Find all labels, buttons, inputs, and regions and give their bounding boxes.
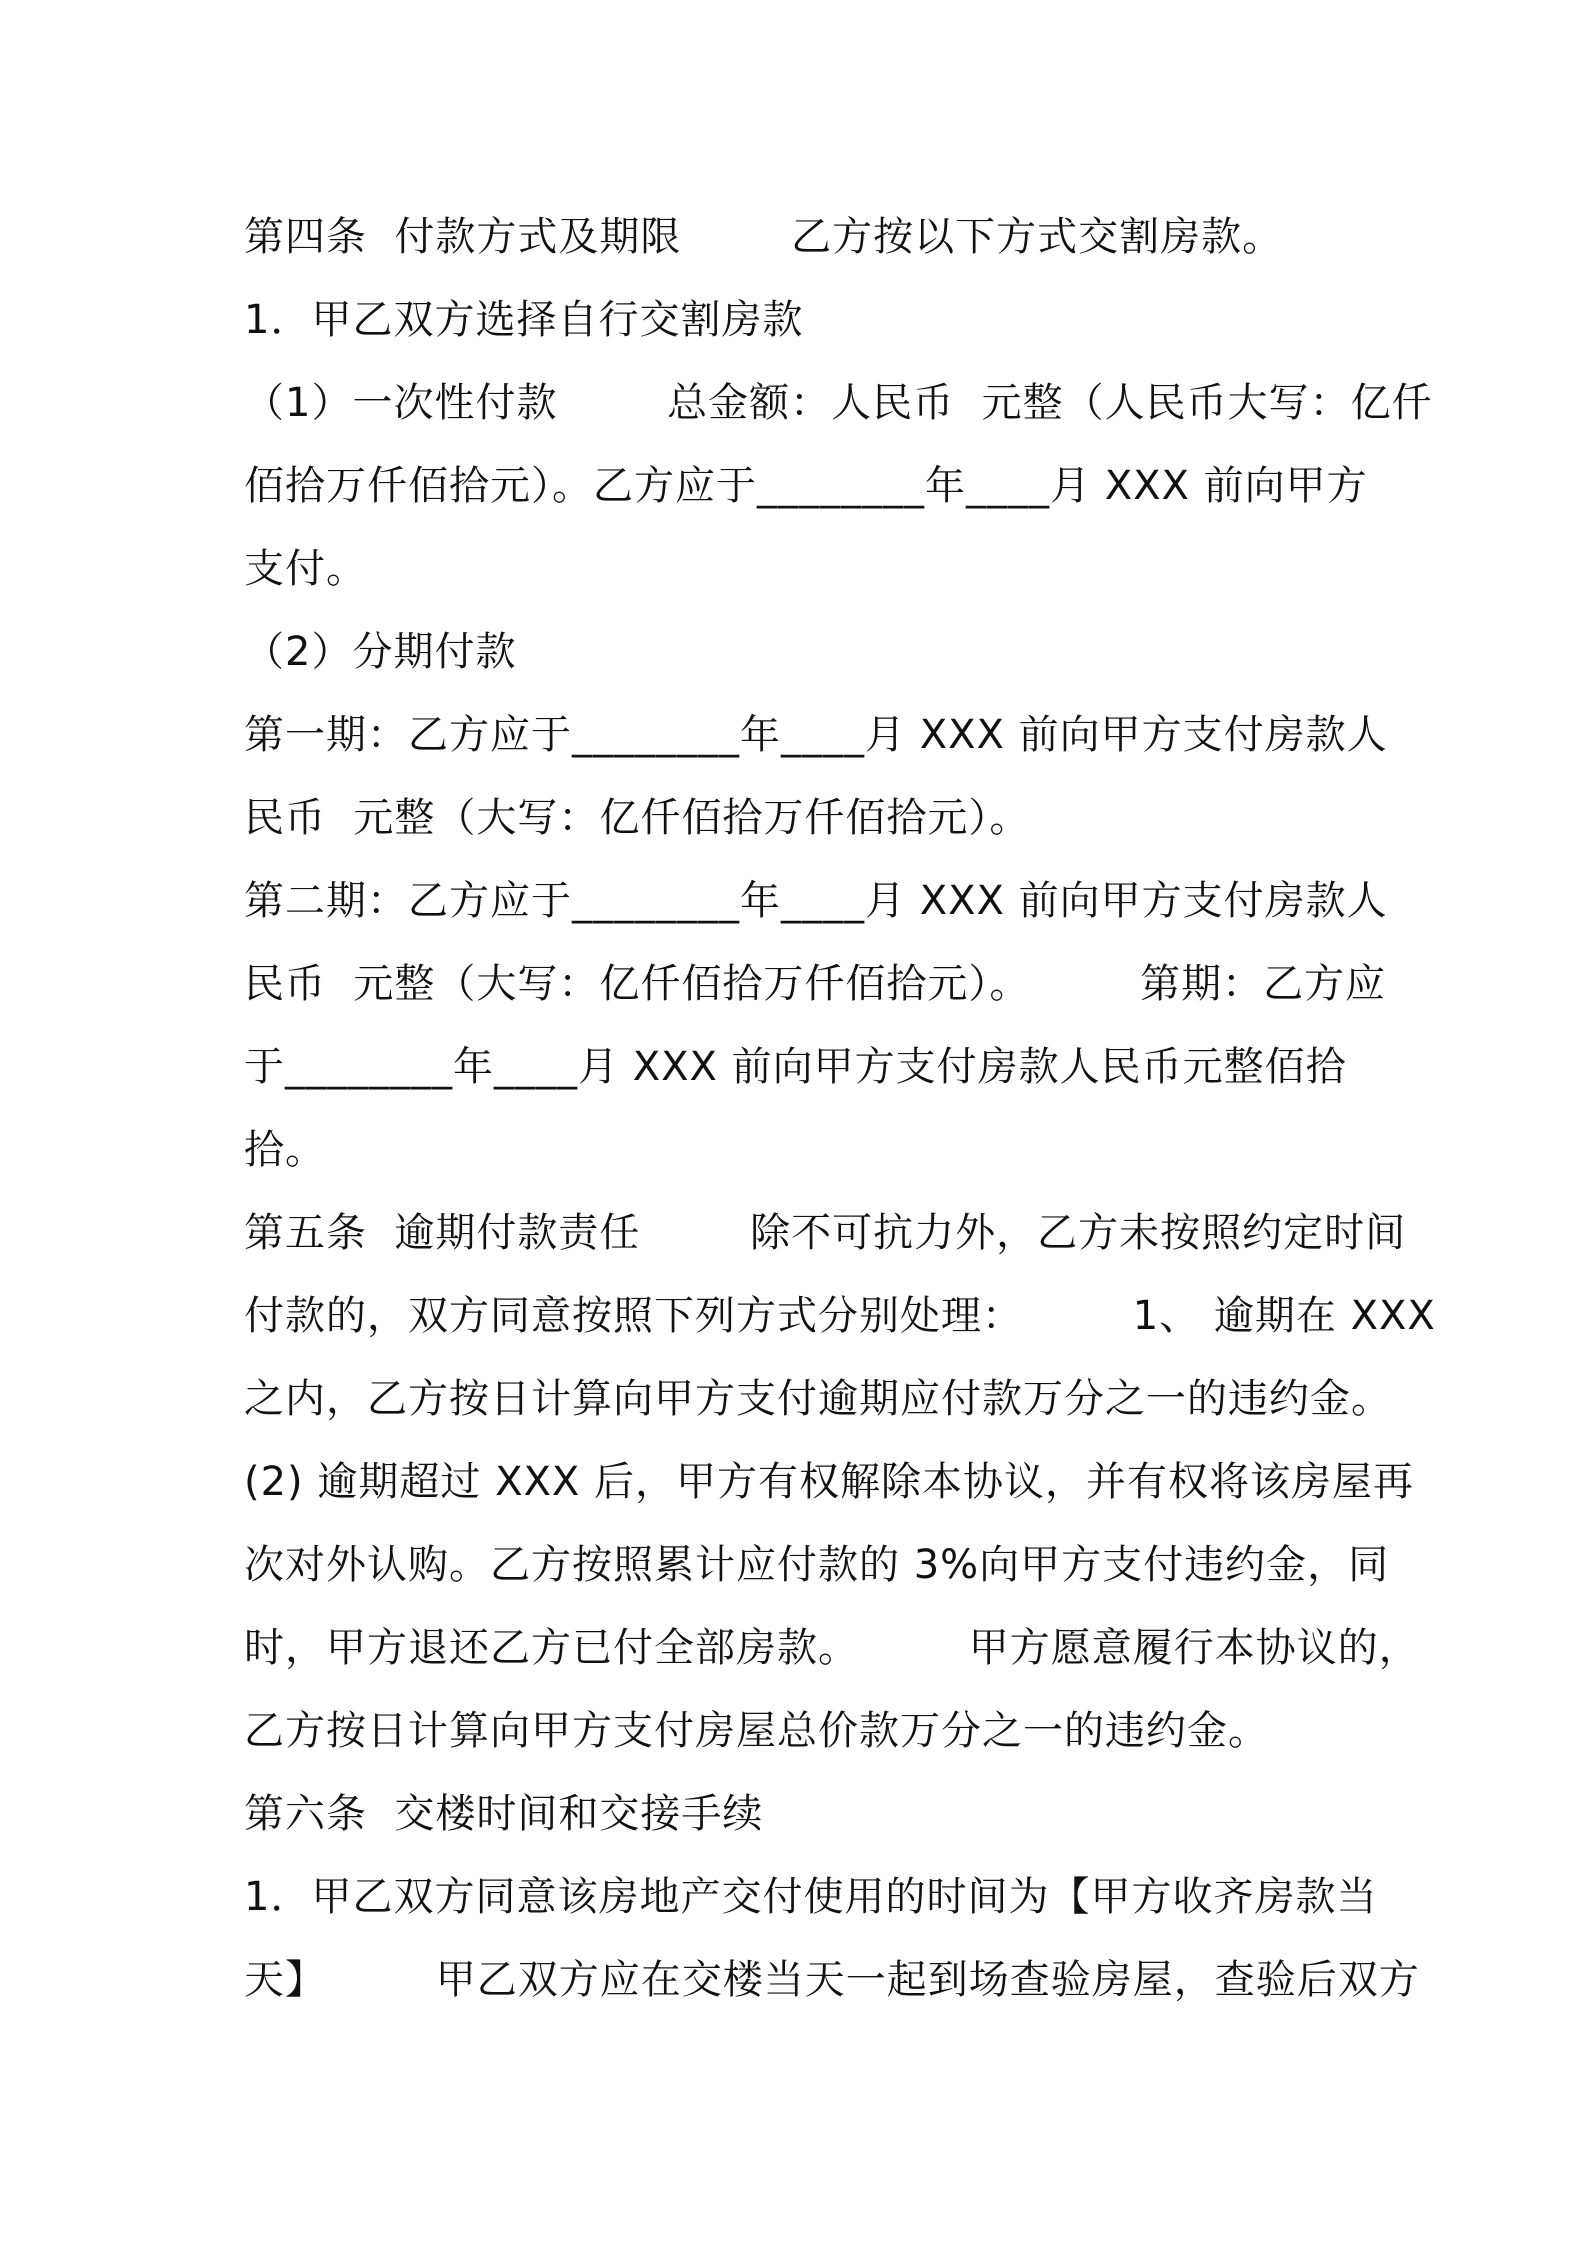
text-line: 第五条 逾期付款责任 除不可抗力外，乙方未按照约定时间 <box>244 1210 1407 1256</box>
text-line: 支付。 <box>244 546 367 592</box>
text-line: 第四条 付款方式及期限 乙方按以下方式交割房款。 <box>244 214 1284 260</box>
text-line: （2）分期付款 <box>244 629 517 675</box>
document-body <box>244 196 1436 2022</box>
text-line: 1．甲乙双方同意该房地产交付使用的时间为【甲方收齐房款当 <box>244 1874 1378 1920</box>
text-line: 民币 元整（大写：亿仟佰拾万仟佰拾元）。 第期：乙方应 <box>244 961 1387 1007</box>
text-line: 于________年____月 XXX 前向甲方支付房款人民币元整佰拾 <box>244 1044 1347 1090</box>
text-line: 乙方按日计算向甲方支付房屋总价款万分之一的违约金。 <box>244 1708 1269 1754</box>
text-line: (2) 逾期超过 XXX 后，甲方有权解除本协议，并有权将该房屋再 <box>244 1459 1415 1505</box>
text-line: 民币 元整（大写：亿仟佰拾万仟佰拾元）。 <box>244 795 1031 841</box>
text-line: 第六条 交楼时间和交接手续 <box>244 1791 764 1837</box>
text-line: 第一期：乙方应于________年____月 XXX 前向甲方支付房款人 <box>244 712 1388 758</box>
text-line: 次对外认购。乙方按照累计应付款的 3%向甲方支付违约金，同 <box>244 1542 1390 1588</box>
text-line: （1）一次性付款 总金额：人民币 元整（人民币大写：亿仟 <box>244 380 1433 426</box>
text-line: 佰拾万仟佰拾元）。乙方应于________年____月 XXX 前向甲方 <box>244 463 1368 509</box>
text-line: 之内，乙方按日计算向甲方支付逾期应付款万分之一的违约金。 <box>244 1376 1392 1422</box>
text-line: 1．甲乙双方选择自行交割房款 <box>244 297 804 343</box>
text-line: 天】 甲乙双方应在交楼当天一起到场查验房屋，查验后双方 <box>244 1957 1420 2003</box>
text-line: 时，甲方退还乙方已付全部房款。 甲方愿意履行本协议的， <box>244 1625 1420 1671</box>
text-line: 拾。 <box>244 1127 326 1173</box>
text-line: 第二期：乙方应于________年____月 XXX 前向甲方支付房款人 <box>244 878 1388 924</box>
text-line: 付款的，双方同意按照下列方式分别处理： 1、 逾期在 XXX <box>244 1293 1436 1339</box>
